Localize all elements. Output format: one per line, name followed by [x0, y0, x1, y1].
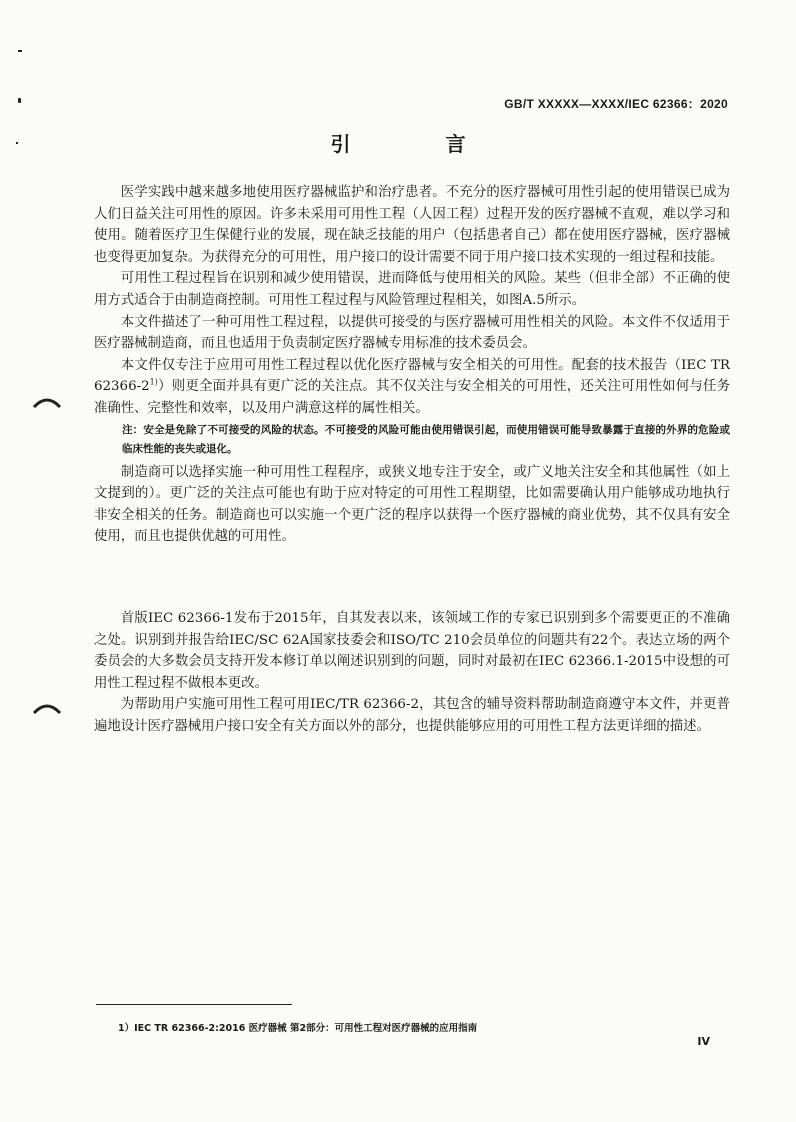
note-text: 安全是免除了不可接受的风险的状态。不可接受的风险可能由使用错误引起，而使用错误可能导致暴露于直接的外界的危险或临床性能的丧失或退化。 — [122, 423, 731, 455]
binding-hole-mark-upper — [32, 396, 62, 408]
paragraph: 可用性工程过程旨在识别和减少使用错误，进而降低与使用相关的风险。某些（但非全部）不正确的使用方式适合于由制造商控制。可用性工程过程与风险管理过程相关，如图A.5所示。 — [94, 271, 730, 308]
paragraph-with-footnote-ref — [94, 355, 730, 420]
scan-mark-top — [18, 50, 22, 52]
note — [94, 421, 730, 459]
introduction-section-1 — [94, 182, 730, 548]
paragraph: 为帮助用户实施可用性工程可用IEC/TR 62366-2，其包含的辅导资料帮助制造商遵守本文件，并更普遍地设计医疗器械用户接口安全有关方面以外的部分，也提供能够应用的可用性工程方法更详细的描述。 — [94, 697, 730, 734]
introduction-section-2 — [94, 608, 730, 738]
footnote: 1）IEC TR 62366-2:2016 医疗器械 第2部分：可用性工程对医疗器械的应用指南 — [118, 1023, 478, 1034]
paragraph: 医学实践中越来越多地使用医疗器械监护和治疗患者。不充分的医疗器械可用性引起的使用错误已成为人们日益关注可用性的原因。许多未采用可用性工程（人因工程）过程开发的医疗器械不直观，难以学习和使用。随着医疗卫生保健行业的发展，现在缺乏技能的用户（包括患者自己）都在使用医疗器械，医疗器械也变得更加复杂。为获得充分的可用性，用户接口的设计需要不同于用户接口技术实现的一组过程和技能。 — [94, 185, 730, 265]
page-title: 引 言 — [330, 132, 510, 156]
standard-code: GB/T XXXXX—XXXX/IEC 62366：2020 — [504, 97, 728, 111]
paragraph-text: 本文件仅专注于应用可用性工程过程以优化医疗器械与安全相关的可用性。配套的技术报告（IEC TR 62366-2 — [94, 357, 730, 395]
note-label: 注： — [122, 423, 144, 436]
paragraph-text: ）则更全面并具有更广泛的关注点。其不仅关注与安全相关的可用性，还关注可用性如何与任务准确性、完整性和效率，以及用户满意这样的属性相关。 — [94, 379, 730, 416]
footnote-reference[interactable]: 1) — [149, 377, 158, 387]
paragraph: 首版IEC 62366-1发布于2015年，自其发表以来，该领域工作的专家已识别到多个需要更正的不准确之处。识别到并报告给IEC/SC 62A国家技委会和ISO/TC 210会员单位的问题共有22个。表达立场的两个委员会的大多数会员支持开发本修订单以阐述识别到的问题，同时对最初在IEC 62366.1-2015中设想的可用性工程过程不做根本更改。 — [94, 611, 730, 691]
page-number: IV — [697, 1035, 710, 1048]
binding-hole-mark-lower — [32, 702, 62, 714]
footnote-divider — [96, 1004, 292, 1005]
scan-mark-dot — [18, 98, 21, 103]
paragraph: 制造商可以选择实施一种可用性工程程序，或狭义地专注于安全，或广义地关注安全和其他属性（如上文提到的）。更广泛的关注点可能也有助于应对特定的可用性工程期望，比如需要确认用户能够成功地执行非安全相关的任务。制造商也可以实施一个更广泛的程序以获得一个医疗器械的商业优势，其不仅具有安全使用，而且也提供优越的可用性。 — [94, 464, 730, 545]
paragraph: 本文件描述了一种可用性工程过程，以提供可接受的与医疗器械可用性相关的风险。本文件不仅适用于医疗器械制造商，而且也适用于负责制定医疗器械专用标准的技术委员会。 — [94, 314, 730, 352]
